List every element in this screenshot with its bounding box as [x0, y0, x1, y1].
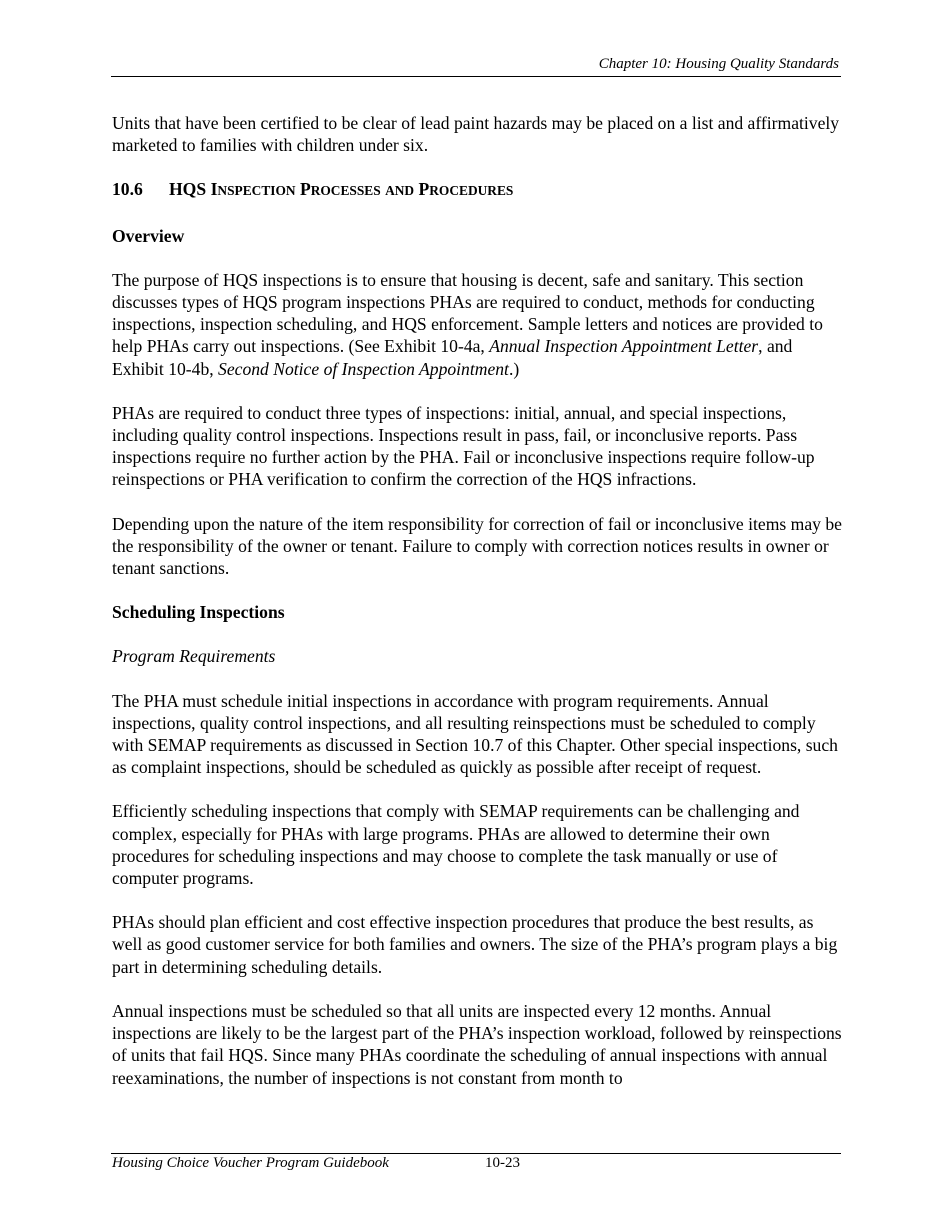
- section-title: HQS INSPECTION PROCESSES AND PROCEDURES: [169, 179, 514, 200]
- footer-rule: [111, 1153, 841, 1154]
- overview-paragraph-3: Depending upon the nature of the item responsibility for correction of fail or inconclusive items may be the responsibility of the owner or tenant. Failure to comply with correction notices results in owner or tenant sanctions.: [112, 513, 842, 579]
- overview-heading: Overview: [112, 225, 185, 246]
- overview-paragraph-1: The purpose of HQS inspections is to ensure that housing is decent, safe and sanitary. This section discusses types of HQS program inspections PHAs are required to conduct, methods for conducting inspections, inspection scheduling, and HQS enforcement. Sample letters and notices are provided to help PHAs carry out inspections. (See Exhibit 10-4a, Annual Inspection Appointment Letter, and Exhibit 10-4b, Second Notice of Inspection Appointment.): [112, 269, 823, 379]
- exhibit-title-b: Second Notice of Inspection Appointment: [218, 358, 509, 379]
- page-body: [112, 112, 844, 1111]
- scheduling-paragraph-4: Annual inspections must be scheduled so that all units are inspected every 12 months. Annual inspections are likely to be the largest part of the PHA’s inspection workload, followed by reinspections of units that fail HQS. Since many PHAs coordinate the scheduling of annual inspections with annual reexaminations, the number of inspections is not constant from month to: [112, 1000, 842, 1088]
- scheduling-heading: Scheduling Inspections: [112, 602, 285, 623]
- overview-paragraph-2: PHAs are required to conduct three types of inspections: initial, annual, and special inspections, including quality control inspections. Inspections result in pass, fail, or inconclusive reports. Pass inspections require no further action by the PHA. Fail or inconclusive inspections require follow-up reinspections or PHA verification to confirm the correction of the HQS infractions.: [112, 402, 815, 490]
- section-heading: [112, 178, 844, 202]
- scheduling-paragraph-3: PHAs should plan efficient and cost effective inspection procedures that produce the best results, as well as good customer service for both families and owners. The size of the PHA’s program plays a big part in determining scheduling details.: [112, 912, 838, 977]
- running-header: Chapter 10: Housing Quality Standards: [598, 56, 839, 72]
- section-number: 10.6: [112, 179, 143, 200]
- scheduling-paragraph-1: The PHA must schedule initial inspections in accordance with program requirements. Annual inspections, quality control inspections, and all resulting reinspections must be scheduled to comply with SEMAP requirements as discussed in Section 10.7 of this Chapter. Other special inspections, such as complaint inspections, should be scheduled as quickly as possible after receipt of request.: [112, 690, 838, 778]
- header-rule: [111, 76, 841, 77]
- scheduling-paragraph-2: Efficiently scheduling inspections that comply with SEMAP requirements can be challenging and complex, especially for PHAs with large programs. PHAs are allowed to determine their own procedures for scheduling inspections and may choose to complete the task manually or use of computer programs.: [112, 801, 800, 889]
- exhibit-title-a: Annual Inspection Appointment Letter: [489, 336, 759, 357]
- footer-book-title: Housing Choice Voucher Program Guidebook: [112, 1155, 389, 1171]
- page-number: 10-23: [485, 1155, 520, 1171]
- intro-paragraph: Units that have been certified to be clear of lead paint hazards may be placed on a list and affirmatively marketed to families with children under six.: [112, 113, 840, 156]
- program-requirements-subheading: Program Requirements: [112, 646, 276, 667]
